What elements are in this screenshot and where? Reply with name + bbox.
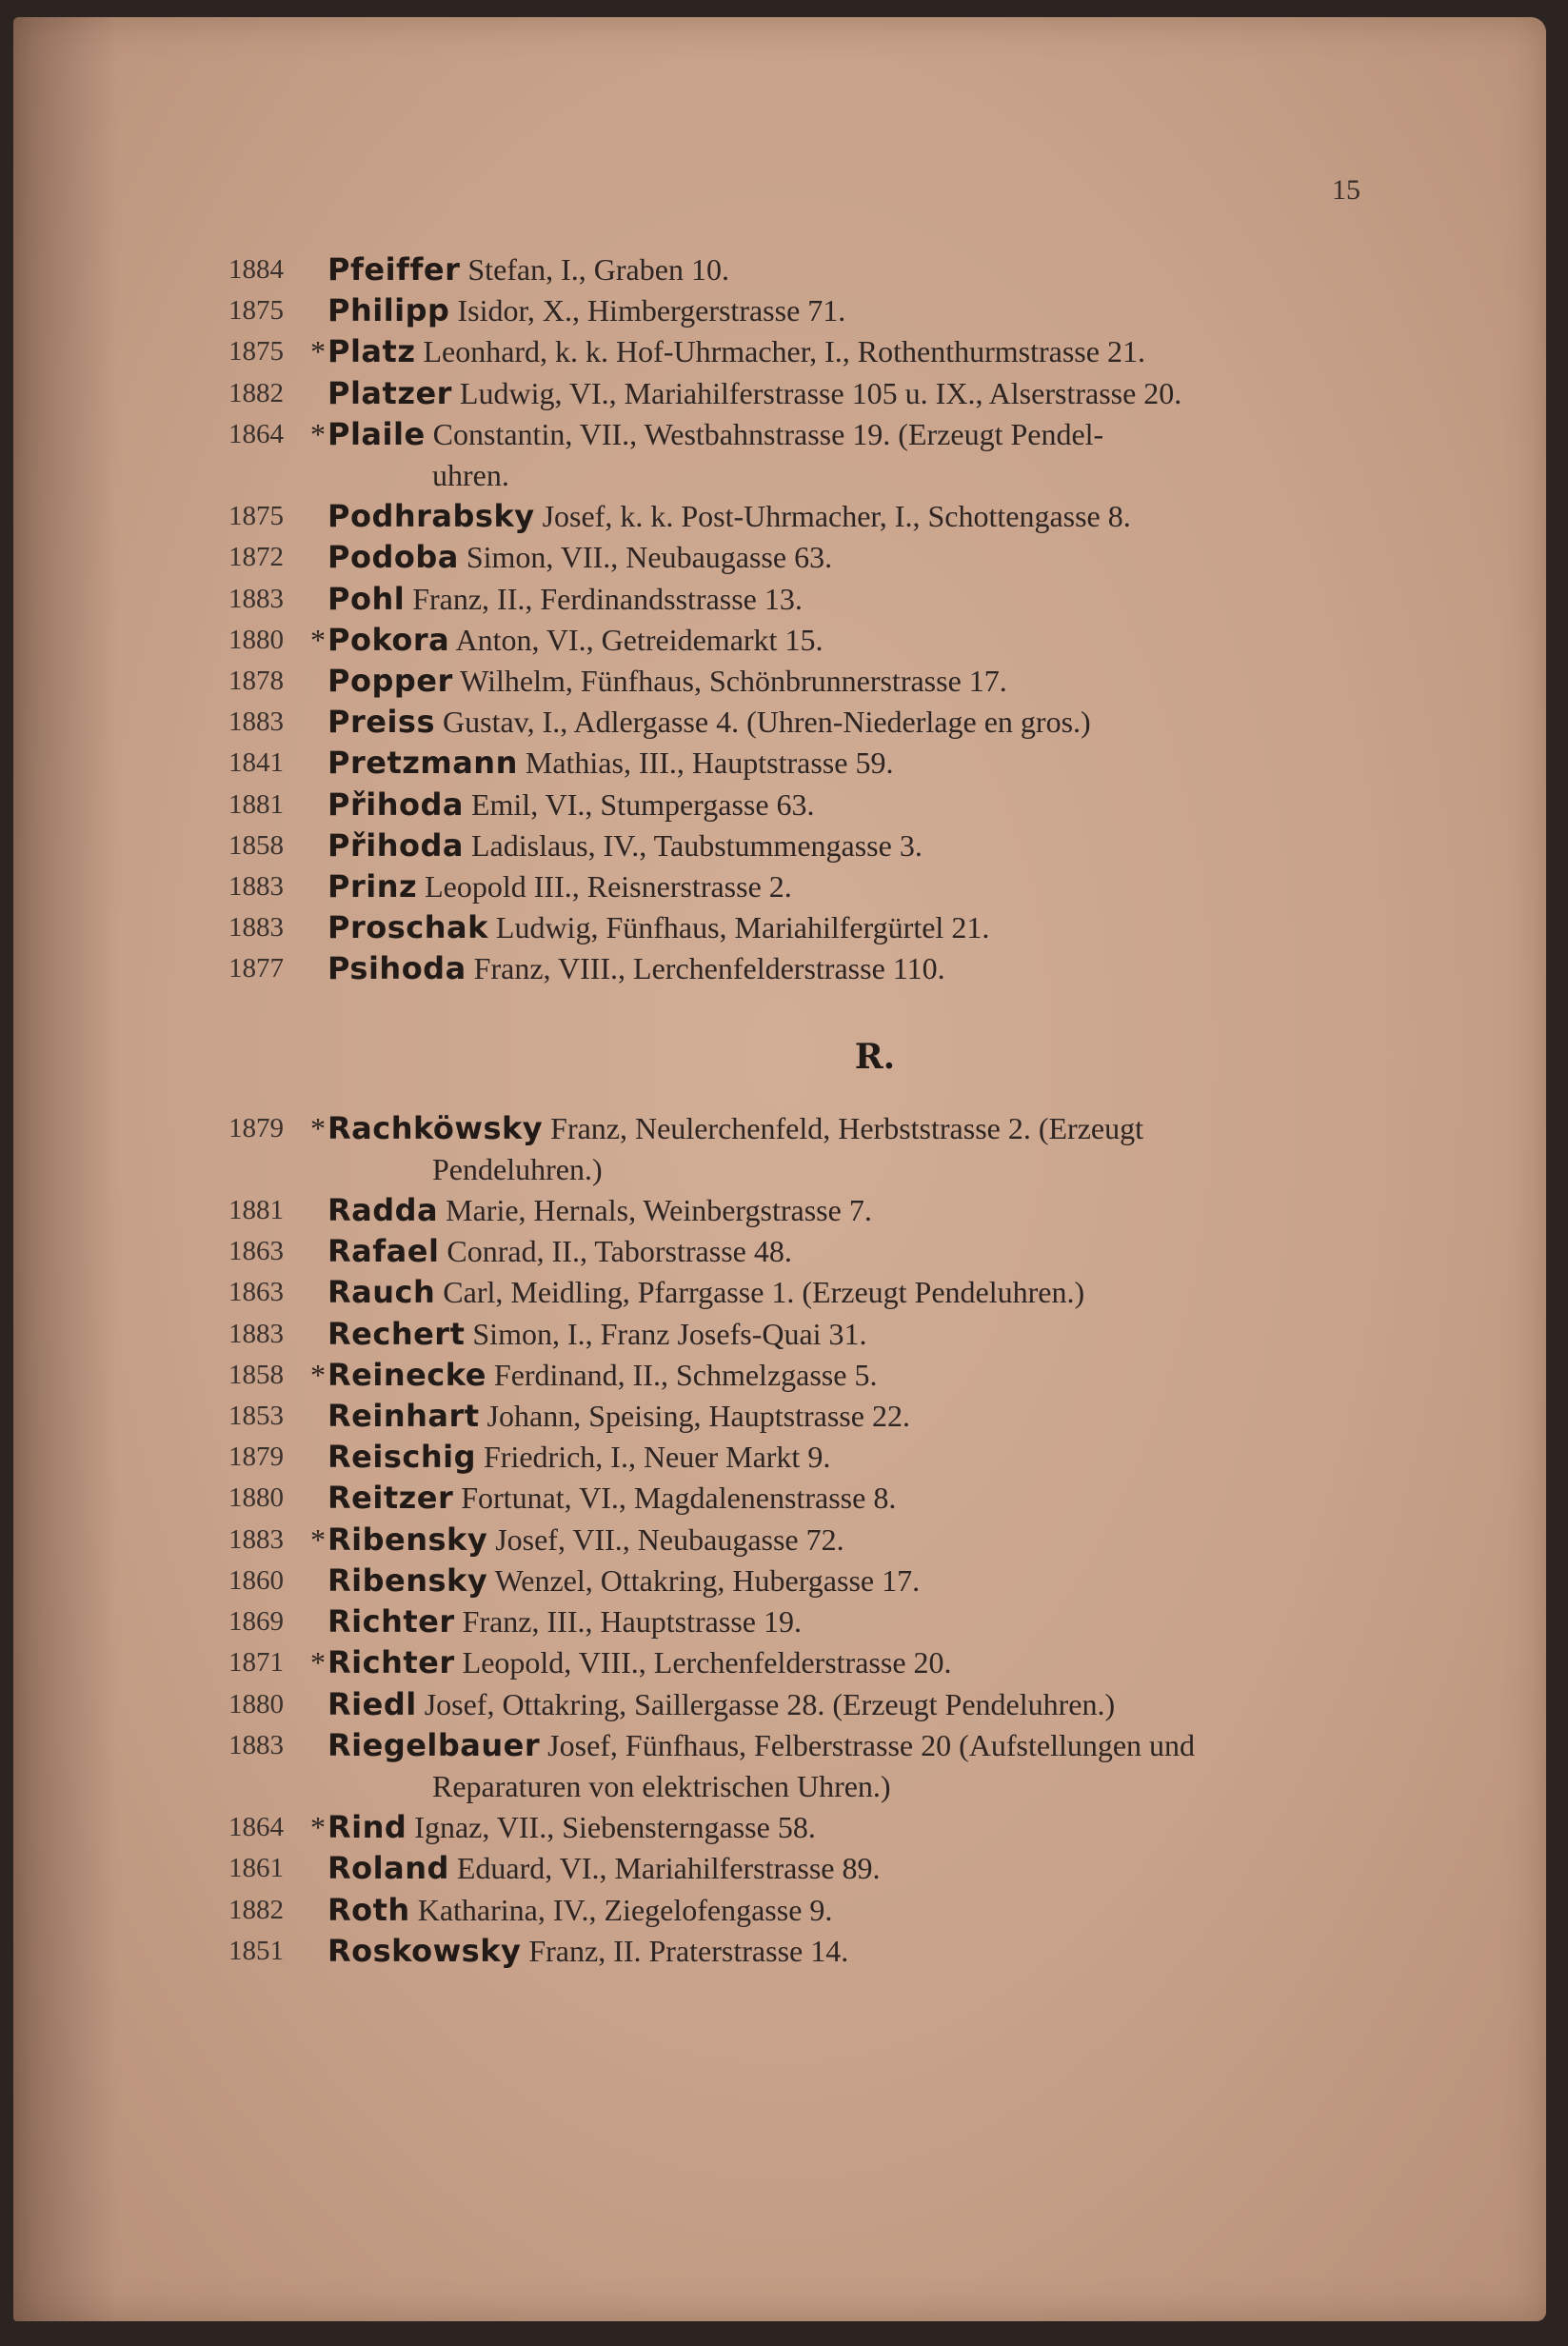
entry-name: Reitzer <box>327 1480 454 1517</box>
entry-year: 1871 <box>228 1647 284 1679</box>
entry-details: Simon, VII., Neubaugasse 63. <box>466 540 833 575</box>
directory-entry <box>228 1561 1380 1601</box>
entry-name: Roth <box>327 1891 410 1928</box>
directory-entry <box>228 948 1380 989</box>
entry-name: Reinhart <box>327 1398 480 1435</box>
entry-star-marker: * <box>310 1810 326 1845</box>
entry-details: Franz, III., Hauptstrasse 19. <box>462 1604 802 1640</box>
entry-details: Ferdinand, II., Schmelzgasse 5. <box>493 1357 878 1392</box>
entry-continuation: Pendeluhren.) <box>432 1151 603 1186</box>
directory-entry <box>228 702 1380 743</box>
entry-name: Rachköwsky <box>327 1109 544 1146</box>
directory-entry <box>228 1272 1380 1313</box>
entry-details: Marie, Hernals, Weinbergstrasse 7. <box>446 1193 872 1228</box>
directory-entry <box>228 1642 1380 1683</box>
entry-star-marker: * <box>310 1110 326 1145</box>
entry-star-marker: * <box>310 622 326 657</box>
entry-year: 1860 <box>228 1564 284 1596</box>
directory-entry <box>228 1725 1380 1807</box>
entry-year: 1880 <box>228 1482 284 1514</box>
section-heading-r: R. <box>854 1036 896 1077</box>
entry-details: Johann, Speising, Hauptstrasse 22. <box>486 1399 910 1434</box>
entry-year: 1880 <box>228 624 284 655</box>
entry-details: Franz, VIII., Lerchenfelderstrasse 110. <box>473 951 945 986</box>
entry-details: Conrad, II., Taborstrasse 48. <box>447 1234 792 1269</box>
entry-name: Riegelbauer <box>327 1726 541 1763</box>
entry-name: Rafael <box>327 1233 440 1270</box>
directory-entry <box>228 907 1380 948</box>
entry-name: Rauch <box>327 1274 436 1311</box>
directory-entry <box>228 1231 1380 1272</box>
directory-entry <box>228 785 1380 825</box>
entry-name: Podoba <box>327 539 459 576</box>
directory-entry <box>228 249 1380 290</box>
entry-name: Popper <box>327 663 453 700</box>
entry-year: 1878 <box>228 666 284 697</box>
entry-year: 1883 <box>228 1729 284 1760</box>
entry-details: Leopold, VIII., Lerchenfelderstrasse 20. <box>462 1645 952 1680</box>
entry-year: 1851 <box>228 1935 284 1966</box>
entry-name: Psihoda <box>327 950 466 987</box>
entry-name: Platz <box>327 333 416 370</box>
entry-name: Richter <box>327 1603 455 1640</box>
entry-details: Ludwig, Fünfhaus, Mariahilfergürtel 21. <box>495 910 990 945</box>
directory-entry <box>228 1684 1380 1725</box>
directory-entry <box>228 537 1380 578</box>
entry-details: Ludwig, VI., Mariahilferstrasse 105 u. IX., Alserstrasse 20. <box>459 375 1182 410</box>
directory-entry <box>228 579 1380 620</box>
entry-year: 1858 <box>228 829 284 861</box>
directory-entry <box>228 1601 1380 1642</box>
entry-year: 1883 <box>228 871 284 903</box>
entry-details: Josef, Ottakring, Saillergasse 28. (Erzeugt Pendeluhren.) <box>424 1686 1116 1721</box>
entry-details: Josef, VII., Neubaugasse 72. <box>495 1521 844 1557</box>
entry-year: 1883 <box>228 1318 284 1349</box>
directory-entry <box>228 825 1380 866</box>
entry-star-marker: * <box>310 416 326 451</box>
directory-entry <box>228 373 1380 414</box>
entry-name: Pretzmann <box>327 745 518 782</box>
entry-year: 1872 <box>228 542 284 573</box>
entry-details: Eduard, VI., Mariahilferstrasse 89. <box>456 1851 881 1886</box>
entry-details: Josef, k. k. Post-Uhrmacher, I., Schottengasse 8. <box>542 499 1131 534</box>
entry-name: Rind <box>327 1809 407 1846</box>
entry-details: Simon, I., Franz Josefs-Quai 31. <box>472 1316 867 1351</box>
entry-year: 1879 <box>228 1441 284 1473</box>
entry-year: 1858 <box>228 1359 284 1390</box>
entry-year: 1883 <box>228 912 284 944</box>
entry-year: 1884 <box>228 254 284 285</box>
entry-name: Roland <box>327 1850 449 1887</box>
directory-entry <box>228 866 1380 907</box>
entry-continuation: uhren. <box>432 458 509 493</box>
entry-name: Ribensky <box>327 1521 488 1558</box>
entry-name: Přihoda <box>327 826 464 864</box>
entry-details: Katharina, IV., Ziegelofengasse 9. <box>417 1892 833 1927</box>
directory-entry <box>228 331 1380 372</box>
entry-details: Emil, VI., Stumpergasse 63. <box>470 786 815 822</box>
book-page <box>13 17 1546 2321</box>
directory-entry <box>228 1520 1380 1561</box>
entry-year: 1864 <box>228 1812 284 1843</box>
entry-year: 1879 <box>228 1112 284 1143</box>
directory-entry <box>228 1108 1380 1190</box>
entry-details: Josef, Fünfhaus, Felberstrasse 20 (Aufstellungen und <box>547 1727 1196 1762</box>
directory-entry <box>228 1314 1380 1355</box>
directory-entry <box>228 1190 1380 1231</box>
entry-name: Reinecke <box>327 1356 486 1393</box>
entry-year: 1863 <box>228 1277 284 1308</box>
directory-entry <box>228 1396 1380 1437</box>
directory-entry <box>228 1931 1380 1972</box>
entry-star-marker: * <box>310 1521 326 1557</box>
entry-year: 1882 <box>228 1894 284 1925</box>
entry-name: Preiss <box>327 704 435 741</box>
entry-details: Franz, Neulerchenfeld, Herbststrasse 2. (Erzeugt <box>550 1110 1143 1145</box>
entry-details: Isidor, X., Himbergerstrasse 71. <box>457 293 846 328</box>
directory-entry <box>228 1807 1380 1848</box>
directory-entry <box>228 661 1380 702</box>
entry-details: Franz, II. Praterstrasse 14. <box>528 1933 849 1968</box>
directory-entry <box>228 414 1380 496</box>
entries-list-r <box>228 1108 1380 1972</box>
entry-name: Podhrabsky <box>327 498 535 535</box>
entry-name: Pfeiffer <box>327 251 461 288</box>
entry-name: Plaile <box>327 415 426 452</box>
entry-details: Ignaz, VII., Siebensterngasse 58. <box>414 1810 816 1845</box>
entry-year: 1861 <box>228 1853 284 1884</box>
entry-name: Reischig <box>327 1439 476 1476</box>
directory-entry <box>228 1890 1380 1931</box>
entry-year: 1863 <box>228 1236 284 1267</box>
entry-details: Franz, II., Ferdinandsstrasse 13. <box>412 581 803 616</box>
entry-year: 1880 <box>228 1688 284 1720</box>
entry-year: 1841 <box>228 747 284 779</box>
entry-details: Carl, Meidling, Pfarrgasse 1. (Erzeugt Pendeluhren.) <box>443 1275 1085 1310</box>
entry-year: 1882 <box>228 377 284 408</box>
entry-details: Wenzel, Ottakring, Hubergasse 17. <box>494 1562 921 1598</box>
page-spine-shadow <box>13 17 118 2321</box>
entry-details: Leonhard, k. k. Hof-Uhrmacher, I., Rothenthurmstrasse 21. <box>423 334 1145 369</box>
entry-details: Wilhelm, Fünfhaus, Schönbrunnerstrasse 17. <box>460 664 1007 699</box>
entry-year: 1864 <box>228 418 284 449</box>
entry-details: Ladislaus, IV., Taubstummengasse 3. <box>470 827 923 863</box>
page-number: 15 <box>1332 174 1360 206</box>
entry-name: Philipp <box>327 292 450 329</box>
entry-year: 1877 <box>228 953 284 984</box>
entry-star-marker: * <box>310 1357 326 1392</box>
directory-entry <box>228 620 1380 661</box>
directory-entry <box>228 743 1380 784</box>
entry-year: 1881 <box>228 1195 284 1226</box>
entry-year: 1881 <box>228 788 284 820</box>
entry-details: Mathias, III., Hauptstrasse 59. <box>525 746 894 781</box>
entry-name: Platzer <box>327 374 452 411</box>
directory-entries <box>228 249 1380 1972</box>
entry-details: Friedrich, I., Neuer Markt 9. <box>483 1440 831 1475</box>
entry-details: Leopold III., Reisnerstrasse 2. <box>425 869 792 905</box>
entry-name: Ribensky <box>327 1561 488 1599</box>
entry-details: Stefan, I., Graben 10. <box>467 252 729 287</box>
entry-name: Prinz <box>327 868 418 905</box>
entry-star-marker: * <box>310 334 326 369</box>
entry-year: 1875 <box>228 336 284 368</box>
entry-year: 1875 <box>228 501 284 532</box>
directory-entry <box>228 290 1380 331</box>
entry-name: Přihoda <box>327 785 464 823</box>
entry-year: 1883 <box>228 1523 284 1555</box>
entry-details: Constantin, VII., Westbahnstrasse 19. (Erzeugt Pendel- <box>432 416 1104 451</box>
entry-name: Pohl <box>327 580 406 617</box>
entry-name: Pokora <box>327 621 450 658</box>
entry-name: Roskowsky <box>327 1932 522 1969</box>
directory-entry <box>228 1355 1380 1396</box>
entry-year: 1869 <box>228 1606 284 1638</box>
entry-details: Anton, VI., Getreidemarkt 15. <box>455 622 824 657</box>
entry-name: Riedl <box>327 1685 417 1722</box>
directory-entry <box>228 1848 1380 1889</box>
entry-year: 1883 <box>228 583 284 614</box>
directory-entry <box>228 1478 1380 1519</box>
entry-name: Richter <box>327 1644 455 1681</box>
entry-name: Proschak <box>327 909 488 946</box>
entry-name: Radda <box>327 1192 439 1229</box>
entry-continuation: Reparaturen von elektrischen Uhren.) <box>432 1768 891 1803</box>
entry-star-marker: * <box>310 1645 326 1680</box>
directory-entry <box>228 1437 1380 1478</box>
entry-year: 1883 <box>228 706 284 738</box>
entries-list-p <box>228 249 1380 990</box>
entry-details: Fortunat, VI., Magdalenenstrasse 8. <box>461 1481 897 1516</box>
entry-details: Gustav, I., Adlergasse 4. (Uhren-Niederlage en gros.) <box>443 705 1091 740</box>
entry-year: 1875 <box>228 295 284 327</box>
entry-name: Rechert <box>327 1315 466 1352</box>
directory-entry <box>228 496 1380 537</box>
entry-year: 1853 <box>228 1401 284 1432</box>
